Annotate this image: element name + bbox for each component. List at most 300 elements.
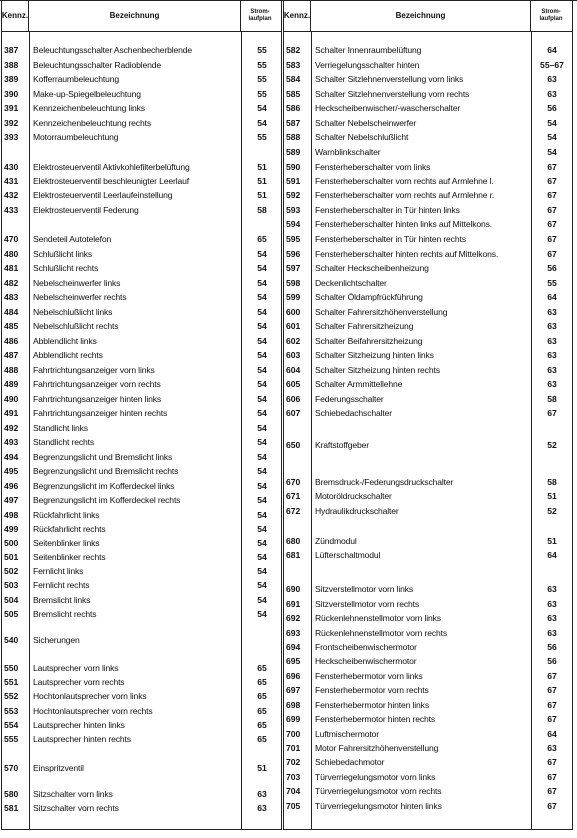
table-row: [2, 406, 281, 420]
row-stromlaufplan: 54: [257, 524, 267, 534]
row-kennz: 602: [286, 336, 301, 346]
row-bezeichnung: Schalter Sitzheizung hinten links: [315, 350, 434, 360]
row-bezeichnung: Fensterhebermotor vorn links: [315, 671, 423, 681]
table-row: [2, 174, 281, 188]
row-stromlaufplan: 54: [547, 147, 557, 157]
table-row: [284, 363, 572, 377]
row-stromlaufplan: 56: [547, 263, 557, 273]
row-bezeichnung: Abblendlicht rechts: [33, 350, 103, 360]
row-kennz: 586: [286, 103, 301, 113]
row-stromlaufplan: 54: [257, 552, 267, 562]
row-kennz: 680: [286, 536, 301, 546]
table-row: [284, 582, 572, 596]
table-row: [2, 43, 281, 57]
table-row: [2, 479, 281, 493]
table-row: [2, 578, 281, 592]
row-kennz: 605: [286, 379, 301, 389]
row-stromlaufplan: 64: [547, 550, 557, 560]
row-kennz: 590: [286, 162, 301, 172]
row-stromlaufplan: 56: [547, 642, 557, 652]
table-row: [284, 247, 572, 261]
row-kennz: 670: [286, 477, 301, 487]
table-row: [284, 160, 572, 174]
row-stromlaufplan: 54: [257, 437, 267, 447]
row-bezeichnung: Schiebedachmotor: [315, 757, 385, 767]
row-bezeichnung: Beleuchtungsschalter Radioblende: [33, 60, 162, 70]
row-stromlaufplan: 52: [547, 506, 557, 516]
row-bezeichnung: Fensterheberschalter vorn links: [315, 162, 431, 172]
table-row: [2, 101, 281, 115]
row-bezeichnung: Hochtonlautsprecher vorn links: [33, 691, 147, 701]
table-row: [2, 522, 281, 536]
table-row: [284, 548, 572, 562]
table-row: [284, 319, 572, 333]
row-stromlaufplan: 63: [547, 599, 557, 609]
table-row: [2, 305, 281, 319]
table-row: [284, 654, 572, 668]
row-kennz: 505: [4, 609, 19, 619]
table-row: [284, 597, 572, 611]
header-kennz: Kennz.: [284, 1, 311, 31]
table-row: [284, 130, 572, 144]
row-stromlaufplan: 65: [257, 234, 267, 244]
table-row: [2, 160, 281, 174]
row-bezeichnung: Schalter Fahrersitzheizung: [315, 321, 414, 331]
row-kennz: 486: [4, 336, 19, 346]
row-stromlaufplan: 54: [257, 350, 267, 360]
row-kennz: 601: [286, 321, 301, 331]
row-bezeichnung: Fensterheberschalter in Tür hinten rechts: [315, 234, 466, 244]
table-row: [284, 712, 572, 726]
row-bezeichnung: Schlußlicht links: [33, 249, 93, 259]
row-kennz: 700: [286, 729, 301, 739]
table-row: [2, 421, 281, 435]
header-stromlaufplan: Strom- laufplan: [248, 9, 272, 22]
row-kennz: 501: [4, 552, 19, 562]
row-bezeichnung: Warnblinkschalter: [315, 147, 381, 157]
row-bezeichnung: Bremsdruck-/Federungsdruckschalter: [315, 477, 454, 487]
row-kennz: 388: [4, 60, 19, 70]
table-row: [2, 363, 281, 377]
row-bezeichnung: Kofferraumbeleuchtung: [33, 74, 120, 84]
row-kennz: 650: [286, 440, 301, 450]
row-bezeichnung: Seitenblinker rechts: [33, 552, 106, 562]
row-stromlaufplan: 51: [257, 176, 267, 186]
row-kennz: 592: [286, 190, 301, 200]
row-stromlaufplan: 51: [257, 190, 267, 200]
table-row: [284, 58, 572, 72]
row-bezeichnung: Einspritzventil: [33, 763, 84, 773]
row-bezeichnung: Schlußlicht rechts: [33, 263, 99, 273]
row-stromlaufplan: 64: [547, 729, 557, 739]
table-row: [284, 217, 572, 231]
row-stromlaufplan: 67: [547, 408, 557, 418]
row-bezeichnung: Schalter Innenraumbelüftung: [315, 45, 422, 55]
row-bezeichnung: Heckscheibenwischer/-wascherschalter: [315, 103, 461, 113]
row-bezeichnung: Lautsprecher hinten links: [33, 720, 125, 730]
row-kennz: 672: [286, 506, 301, 516]
table-row: [284, 784, 572, 798]
table-row: [284, 611, 572, 625]
table-row: [284, 438, 572, 452]
row-bezeichnung: Fensterheberschalter vorn rechts auf Armlehne l.: [315, 176, 494, 186]
row-stromlaufplan: 65: [257, 663, 267, 673]
table-row: [284, 188, 572, 202]
row-stromlaufplan: 54: [257, 595, 267, 605]
table-row: [2, 493, 281, 507]
row-stromlaufplan: 63: [547, 336, 557, 346]
header-kennz: Kennz.: [2, 1, 29, 31]
right-table: [283, 0, 573, 830]
row-bezeichnung: Schalter Armmittellehne: [315, 379, 403, 389]
row-stromlaufplan: 54: [257, 394, 267, 404]
row-kennz: 582: [286, 45, 301, 55]
row-stromlaufplan: 63: [547, 365, 557, 375]
row-kennz: 552: [4, 691, 19, 701]
row-bezeichnung: Fensterhebermotor vorn rechts: [315, 685, 429, 695]
row-bezeichnung: Türverriegelungsmotor hinten links: [315, 801, 442, 811]
row-kennz: 697: [286, 685, 301, 695]
row-stromlaufplan: 55: [257, 89, 267, 99]
row-stromlaufplan: 67: [547, 190, 557, 200]
row-kennz: 540: [4, 635, 19, 645]
row-kennz: 598: [286, 278, 301, 288]
row-bezeichnung: Türverriegelungsmotor vorn rechts: [315, 786, 442, 796]
row-bezeichnung: Schalter Sitzlehnenverstellung vorn rechts: [315, 89, 470, 99]
row-kennz: 704: [286, 786, 301, 796]
row-stromlaufplan: 54: [547, 118, 557, 128]
row-bezeichnung: Sitzverstellmotor vorn links: [315, 584, 413, 594]
row-kennz: 491: [4, 408, 19, 418]
table-row: [2, 689, 281, 703]
table-row: [284, 475, 572, 489]
table-row: [2, 276, 281, 290]
table-row: [2, 593, 281, 607]
row-bezeichnung: Standlicht rechts: [33, 437, 94, 447]
row-kennz: 690: [286, 584, 301, 594]
row-stromlaufplan: 67: [547, 757, 557, 767]
row-stromlaufplan: 63: [547, 584, 557, 594]
row-bezeichnung: Schalter Heckscheibenheizung: [315, 263, 429, 273]
row-stromlaufplan: 54: [257, 321, 267, 331]
row-stromlaufplan: 58: [257, 205, 267, 215]
row-stromlaufplan: 55: [257, 132, 267, 142]
table-row: [284, 290, 572, 304]
row-bezeichnung: Motor Fahrersitzhöhenverstellung: [315, 743, 439, 753]
row-stromlaufplan: 67: [547, 801, 557, 811]
row-kennz: 581: [4, 803, 19, 813]
table-row: [2, 247, 281, 261]
row-bezeichnung: Schalter Fahrersitzhöhenverstellung: [315, 307, 448, 317]
row-bezeichnung: Rückfahrlicht rechts: [33, 524, 106, 534]
row-kennz: 603: [286, 350, 301, 360]
row-bezeichnung: Nebelschlußlicht links: [33, 307, 113, 317]
table-row: [284, 203, 572, 217]
row-kennz: 702: [286, 757, 301, 767]
row-stromlaufplan: 64: [547, 292, 557, 302]
row-bezeichnung: Motoröldruckschalter: [315, 491, 392, 501]
table-row: [2, 377, 281, 391]
row-stromlaufplan: 54: [547, 132, 557, 142]
row-stromlaufplan: 54: [257, 263, 267, 273]
row-stromlaufplan: 65: [257, 734, 267, 744]
row-stromlaufplan: 63: [547, 613, 557, 623]
row-stromlaufplan: 65: [257, 720, 267, 730]
row-bezeichnung: Abblendlicht links: [33, 336, 97, 346]
row-bezeichnung: Sitzverstellmotor vorn rechts: [315, 599, 420, 609]
row-stromlaufplan: 54: [257, 103, 267, 113]
table-row: [2, 704, 281, 718]
table-row: [2, 232, 281, 246]
right-table-header: [284, 1, 572, 32]
table-row: [284, 232, 572, 246]
row-kennz: 433: [4, 205, 19, 215]
header-bezeichnung: Bezeichnung: [29, 1, 241, 31]
row-kennz: 583: [286, 60, 301, 70]
row-stromlaufplan: 54: [257, 423, 267, 433]
row-bezeichnung: Frontscheibenwischermotor: [315, 642, 417, 652]
row-stromlaufplan: 67: [547, 671, 557, 681]
row-kennz: 698: [286, 700, 301, 710]
row-bezeichnung: Lüfterschaltmodul: [315, 550, 381, 560]
row-stromlaufplan: 54: [257, 336, 267, 346]
row-bezeichnung: Beleuchtungsschalter Aschenbecherblende: [33, 45, 192, 55]
row-stromlaufplan: 54: [257, 118, 267, 128]
row-bezeichnung: Schalter Nebelschlußlicht: [315, 132, 409, 142]
row-stromlaufplan: 54: [257, 452, 267, 462]
table-row: [284, 145, 572, 159]
row-kennz: 604: [286, 365, 301, 375]
row-stromlaufplan: 51: [257, 763, 267, 773]
row-stromlaufplan: 54: [257, 609, 267, 619]
row-kennz: 570: [4, 763, 19, 773]
row-stromlaufplan: 58: [547, 477, 557, 487]
table-row: [2, 675, 281, 689]
row-stromlaufplan: 63: [547, 321, 557, 331]
row-bezeichnung: Schalter Sitzheizung hinten rechts: [315, 365, 440, 375]
row-stromlaufplan: 67: [547, 162, 557, 172]
table-row: [284, 305, 572, 319]
row-kennz: 555: [4, 734, 19, 744]
table-row: [2, 116, 281, 130]
row-stromlaufplan: 51: [547, 491, 557, 501]
row-kennz: 495: [4, 466, 19, 476]
row-stromlaufplan: 67: [547, 234, 557, 244]
row-bezeichnung: Elektrosteuerventil beschleunigter Leerlauf: [33, 176, 189, 186]
row-stromlaufplan: 63: [257, 789, 267, 799]
row-bezeichnung: Fahrtrichtungsanzeiger hinten rechts: [33, 408, 168, 418]
row-kennz: 580: [4, 789, 19, 799]
row-stromlaufplan: 63: [547, 89, 557, 99]
row-stromlaufplan: 52: [547, 440, 557, 450]
row-kennz: 432: [4, 190, 19, 200]
table-row: [2, 661, 281, 675]
table-row: [2, 464, 281, 478]
row-kennz: 389: [4, 74, 19, 84]
row-bezeichnung: Fahrtrichtungsanzeiger vorn rechts: [33, 379, 161, 389]
row-stromlaufplan: 55: [547, 278, 557, 288]
row-bezeichnung: Schalter Nebelscheinwerfer: [315, 118, 417, 128]
row-stromlaufplan: 55–67: [540, 60, 564, 70]
header-bezeichnung: Bezeichnung: [311, 1, 531, 31]
row-kennz: 490: [4, 394, 19, 404]
row-stromlaufplan: 67: [547, 685, 557, 695]
row-kennz: 701: [286, 743, 301, 753]
row-stromlaufplan: 55: [257, 74, 267, 84]
row-kennz: 480: [4, 249, 19, 259]
row-kennz: 483: [4, 292, 19, 302]
row-kennz: 481: [4, 263, 19, 273]
table-row: [284, 640, 572, 654]
table-row: [284, 261, 572, 275]
row-stromlaufplan: 54: [257, 379, 267, 389]
row-stromlaufplan: 54: [257, 408, 267, 418]
row-bezeichnung: Sitzschalter vorn rechts: [33, 803, 119, 813]
row-kennz: 696: [286, 671, 301, 681]
left-table-header: [2, 1, 281, 32]
row-bezeichnung: Kennzeichenbeleuchtung links: [33, 103, 145, 113]
table-row: [2, 536, 281, 550]
row-kennz: 584: [286, 74, 301, 84]
table-row: [284, 101, 572, 115]
table-row: [2, 761, 281, 775]
row-kennz: 593: [286, 205, 301, 215]
row-bezeichnung: Rückfahrlicht links: [33, 510, 100, 520]
row-stromlaufplan: 67: [547, 219, 557, 229]
row-bezeichnung: Elektrosteuerventil Leerlaufeinstellung: [33, 190, 173, 200]
row-bezeichnung: Schalter Sitzlehnenverstellung vorn links: [315, 74, 464, 84]
row-bezeichnung: Sitzschalter vorn links: [33, 789, 113, 799]
table-row: [2, 801, 281, 815]
row-bezeichnung: Fensterheberschalter hinten links auf Mittelkons.: [315, 219, 493, 229]
row-stromlaufplan: 54: [257, 466, 267, 476]
row-bezeichnung: Kraftstoffgeber: [315, 440, 369, 450]
table-row: [2, 58, 281, 72]
row-stromlaufplan: 64: [547, 45, 557, 55]
row-bezeichnung: Fahrtrichtungsanzeiger hinten links: [33, 394, 162, 404]
left-table: [1, 0, 282, 830]
row-kennz: 493: [4, 437, 19, 447]
table-row: [2, 130, 281, 144]
row-kennz: 600: [286, 307, 301, 317]
row-kennz: 492: [4, 423, 19, 433]
row-bezeichnung: Begrenzungslicht und Bremslicht links: [33, 452, 173, 462]
row-stromlaufplan: 63: [547, 379, 557, 389]
row-bezeichnung: Make-up-Spiegelbeleuchtung: [33, 89, 141, 99]
row-bezeichnung: Schiebedachschalter: [315, 408, 392, 418]
row-bezeichnung: Fensterhebermotor hinten links: [315, 700, 429, 710]
table-row: [2, 319, 281, 333]
row-kennz: 671: [286, 491, 301, 501]
table-row: [2, 87, 281, 101]
row-bezeichnung: Fernlicht links: [33, 566, 84, 576]
table-row: [284, 683, 572, 697]
row-kennz: 431: [4, 176, 19, 186]
row-stromlaufplan: 56: [547, 656, 557, 666]
row-kennz: 589: [286, 147, 301, 157]
row-stromlaufplan: 65: [257, 691, 267, 701]
row-stromlaufplan: 56: [547, 103, 557, 113]
row-kennz: 504: [4, 595, 19, 605]
row-kennz: 681: [286, 550, 301, 560]
table-row: [284, 770, 572, 784]
row-bezeichnung: Lautsprecher hinten rechts: [33, 734, 131, 744]
row-kennz: 694: [286, 642, 301, 652]
row-stromlaufplan: 54: [257, 249, 267, 259]
table-row: [284, 392, 572, 406]
row-stromlaufplan: 51: [257, 162, 267, 172]
table-row: [2, 348, 281, 362]
row-bezeichnung: Hydraulikdruckschalter: [315, 506, 399, 516]
row-kennz: 470: [4, 234, 19, 244]
row-kennz: 591: [286, 176, 301, 186]
row-kennz: 387: [4, 45, 19, 55]
row-kennz: 393: [4, 132, 19, 142]
table-row: [2, 435, 281, 449]
row-bezeichnung: Türverriegelungsmotor vorn links: [315, 772, 436, 782]
row-stromlaufplan: 54: [257, 365, 267, 375]
row-kennz: 494: [4, 452, 19, 462]
table-row: [2, 203, 281, 217]
row-bezeichnung: Lautsprecher vorn links: [33, 663, 119, 673]
row-bezeichnung: Nebelscheinwerfer links: [33, 278, 121, 288]
table-row: [284, 348, 572, 362]
row-kennz: 692: [286, 613, 301, 623]
row-bezeichnung: Begrenzungslicht im Kofferdeckel rechts: [33, 495, 181, 505]
row-kennz: 606: [286, 394, 301, 404]
row-bezeichnung: Kennzeichenbeleuchtung rechts: [33, 118, 151, 128]
row-bezeichnung: Zündmodul: [315, 536, 357, 546]
row-stromlaufplan: 63: [547, 307, 557, 317]
row-stromlaufplan: 67: [547, 700, 557, 710]
row-kennz: 607: [286, 408, 301, 418]
row-kennz: 551: [4, 677, 19, 687]
table-row: [284, 741, 572, 755]
row-bezeichnung: Begrenzungslicht und Bremslicht rechts: [33, 466, 179, 476]
row-bezeichnung: Fensterheberschalter vorn rechts auf Armlehne r.: [315, 190, 495, 200]
row-kennz: 485: [4, 321, 19, 331]
table-row: [2, 290, 281, 304]
row-kennz: 391: [4, 103, 19, 113]
row-stromlaufplan: 67: [547, 205, 557, 215]
row-bezeichnung: Hochtonlautsprecher vorn rechts: [33, 706, 153, 716]
row-stromlaufplan: 54: [257, 580, 267, 590]
table-row: [284, 276, 572, 290]
row-bezeichnung: Sendeteil Autotelefon: [33, 234, 112, 244]
row-kennz: 554: [4, 720, 19, 730]
table-row: [284, 406, 572, 420]
row-stromlaufplan: 55: [257, 60, 267, 70]
row-kennz: 487: [4, 350, 19, 360]
table-row: [284, 698, 572, 712]
table-row: [284, 43, 572, 57]
row-kennz: 599: [286, 292, 301, 302]
row-stromlaufplan: 55: [257, 45, 267, 55]
row-stromlaufplan: 63: [547, 628, 557, 638]
table-row: [2, 732, 281, 746]
row-bezeichnung: Begrenzungslicht im Kofferdeckel links: [33, 481, 175, 491]
row-bezeichnung: Bremslicht links: [33, 595, 91, 605]
row-kennz: 597: [286, 263, 301, 273]
row-kennz: 498: [4, 510, 19, 520]
row-kennz: 595: [286, 234, 301, 244]
row-kennz: 496: [4, 481, 19, 491]
row-kennz: 695: [286, 656, 301, 666]
table-row: [284, 727, 572, 741]
table-row: [284, 755, 572, 769]
row-bezeichnung: Lautsprecher vorn rechts: [33, 677, 125, 687]
row-bezeichnung: Schalter Beifahrersitzheizung: [315, 336, 423, 346]
